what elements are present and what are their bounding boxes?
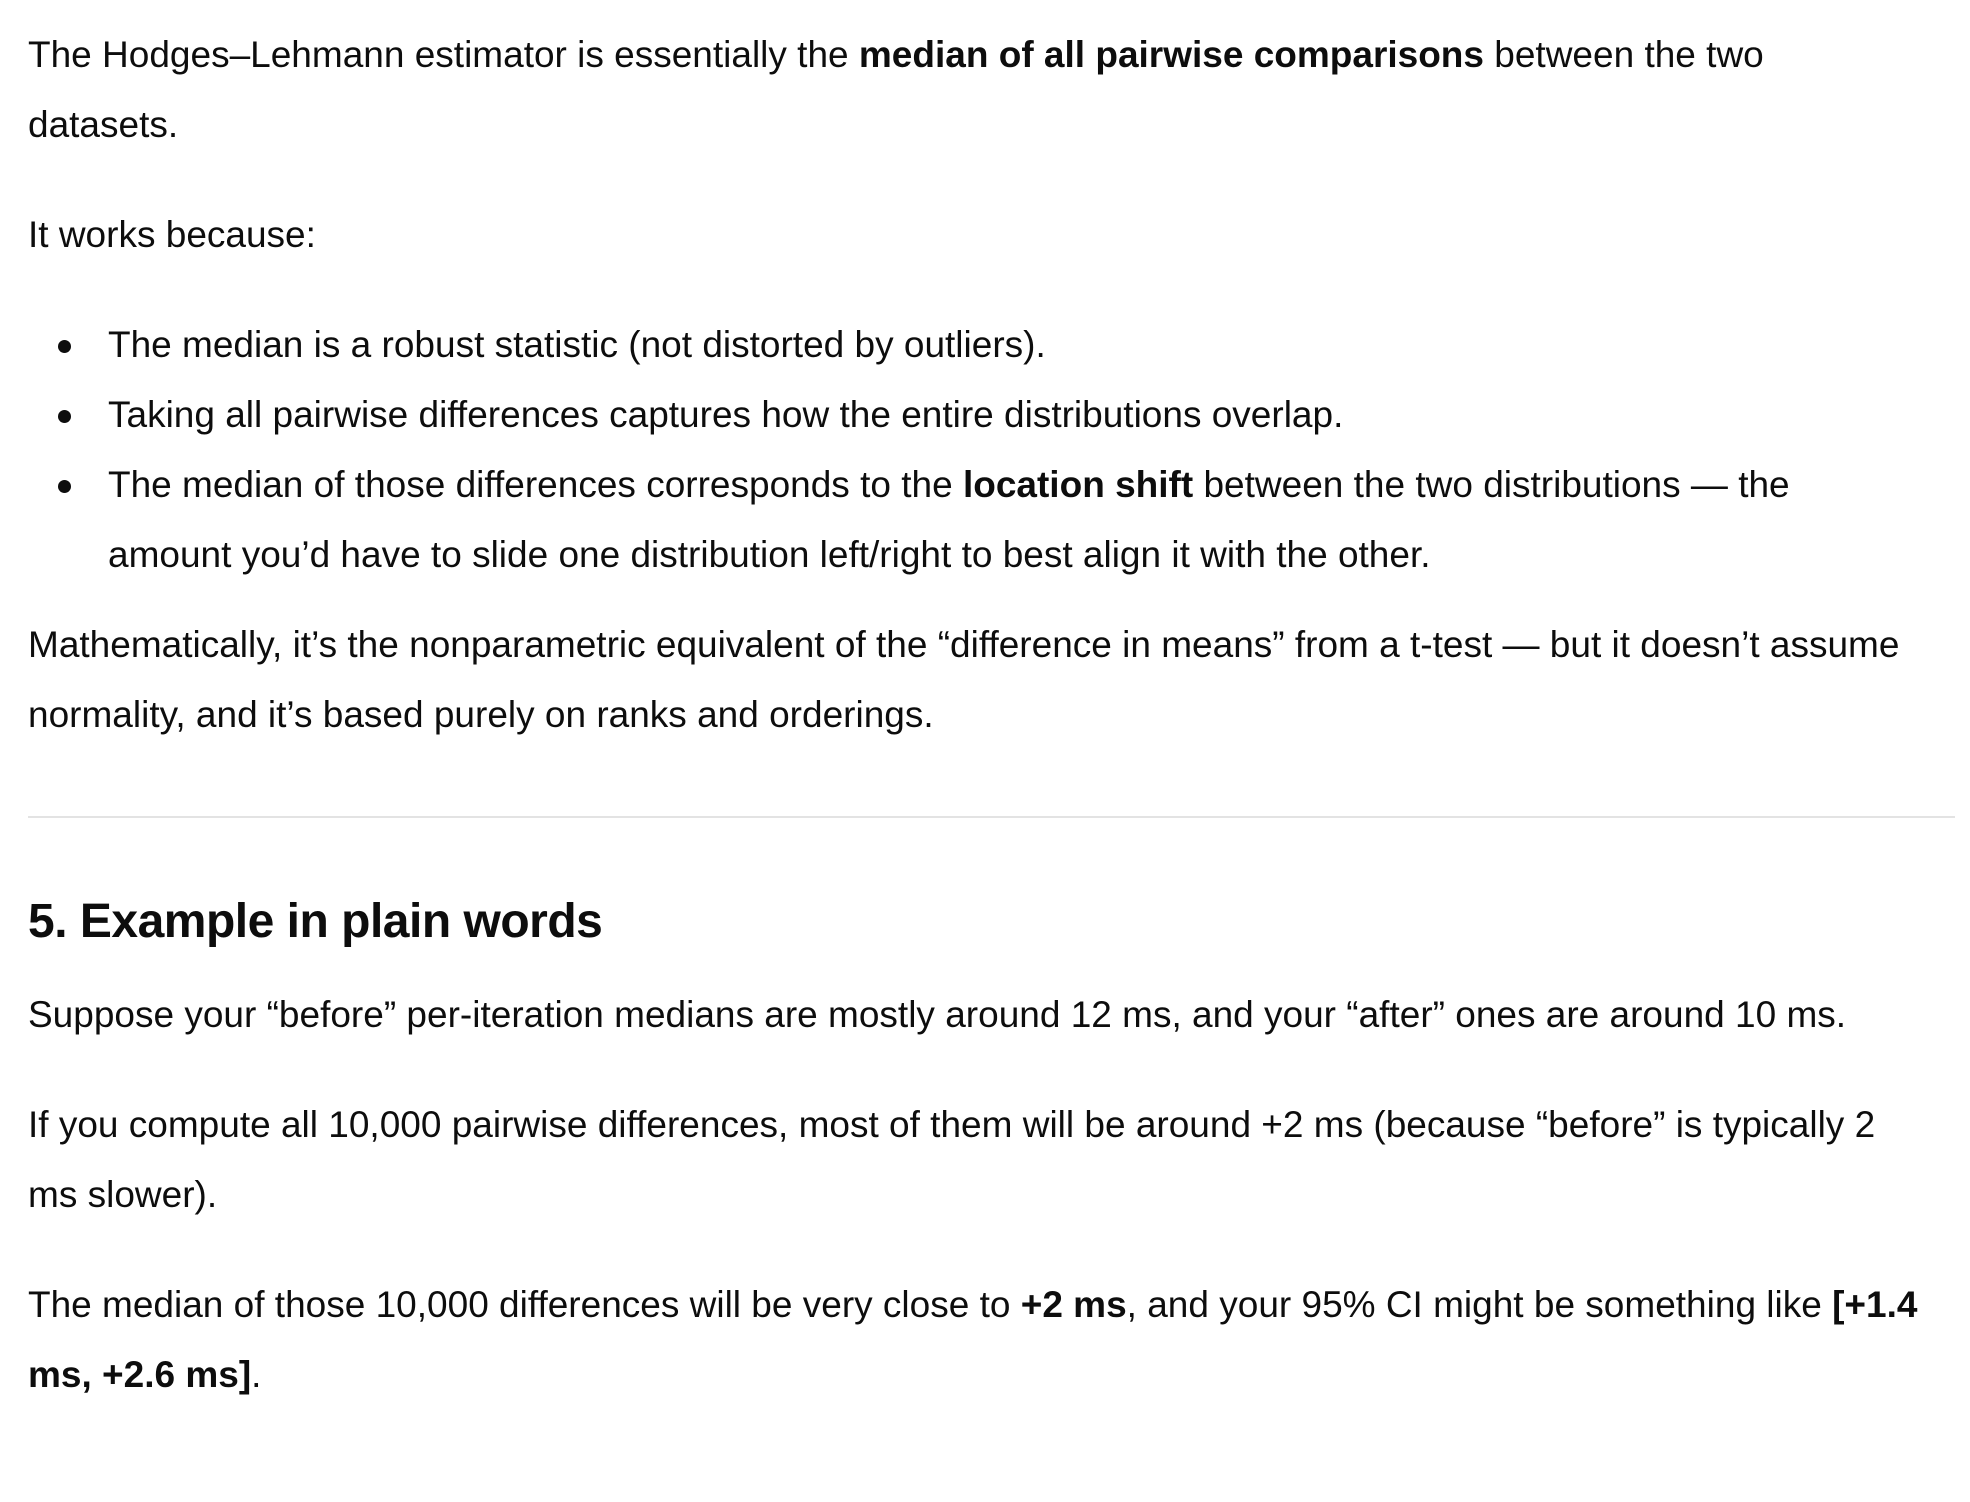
list-item — [28, 310, 1942, 380]
list-item-text-1: The median of those differences corresponds to the — [108, 464, 963, 505]
median-text-1: The median of those 10,000 differences will be very close to — [28, 1284, 1021, 1325]
list-item-text: Taking all pairwise differences captures how the entire distributions overlap. — [108, 394, 1344, 435]
bullet-dot-icon — [58, 480, 71, 493]
list-item — [28, 380, 1942, 450]
intro-paragraph — [28, 0, 1942, 160]
math-paragraph: Mathematically, it’s the nonparametric equivalent of the “difference in means” from a t-test — but it doesn’t assume normality, and it’s based purely on ranks and orderings. — [28, 624, 1900, 735]
bullet-dot-icon — [58, 410, 71, 423]
intro-text-2: between the two datasets. — [28, 34, 1764, 145]
bullet-dot-icon — [58, 340, 71, 353]
section-divider — [28, 816, 1955, 818]
reasons-list — [28, 310, 1942, 590]
section-heading: 5. Example in plain words — [28, 895, 603, 948]
median-text-3: . — [251, 1354, 262, 1395]
intro-bold-text: median of all pairwise comparisons — [858, 34, 1484, 75]
suppose-paragraph: Suppose your “before” per-iteration medians are mostly around 12 ms, and your “after” ones are around 10 ms. — [28, 994, 1847, 1035]
list-item-text-2: between the two distributions — the amount you’d have to slide one distribution left/right to best align it with the other. — [108, 464, 1790, 575]
intro-text-1: The Hodges–Lehmann estimator is essentially the — [28, 34, 859, 75]
compute-paragraph: If you compute all 10,000 pairwise differences, most of them will be around +2 ms (because “before” is typically 2 ms slower). — [28, 1104, 1876, 1215]
list-item-bold-text: location shift — [962, 464, 1194, 505]
list-item-text: The median is a robust statistic (not distorted by outliers). — [108, 324, 1046, 365]
list-item — [28, 450, 1942, 590]
median-paragraph — [28, 1270, 1942, 1410]
median-bold-ci: [+1.4 ms, +2.6 ms] — [28, 1284, 1918, 1395]
median-bold-value: +2 ms — [1020, 1284, 1127, 1325]
works-because-paragraph: It works because: — [28, 214, 316, 255]
median-text-2: , and your 95% CI might be something like — [1126, 1284, 1833, 1325]
